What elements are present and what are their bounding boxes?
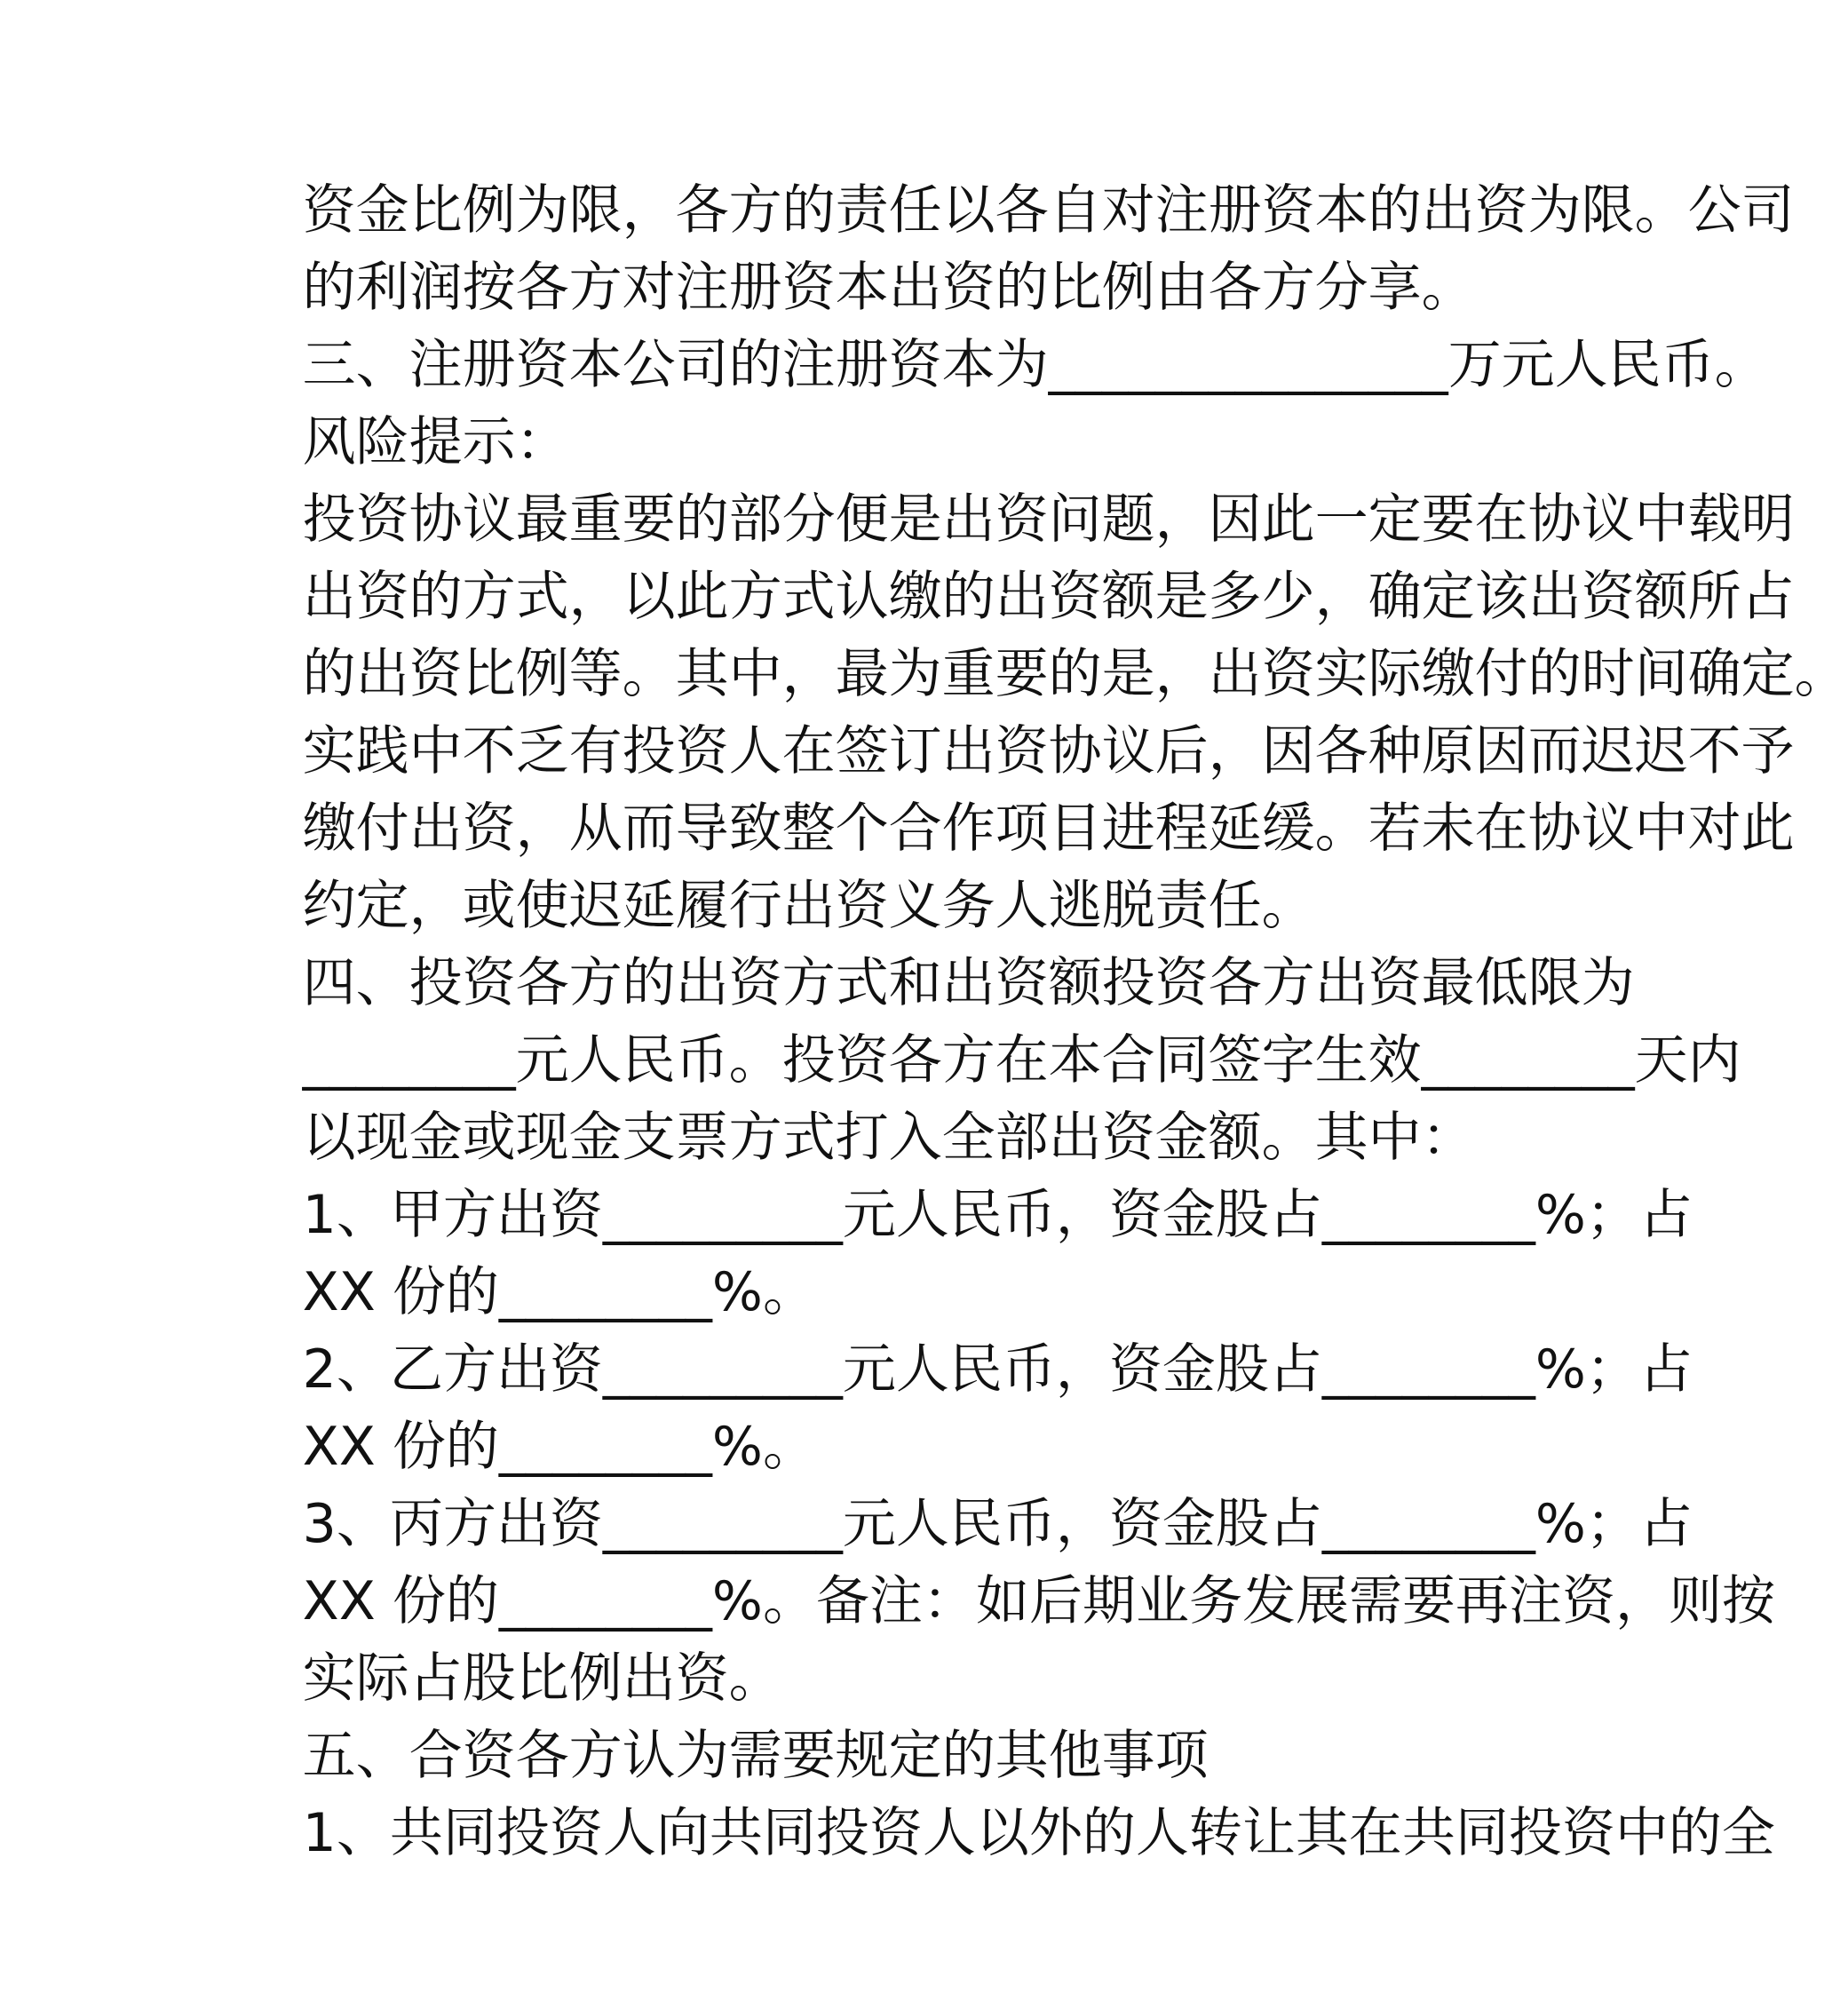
text-line: 的出资比例等。其中，最为重要的是，出资实际缴付的时间确定。 (302, 643, 1848, 705)
text-line: 资金比例为限，各方的责任以各自对注册资本的出资为限。公司 (302, 179, 1795, 242)
text-line: 1、共同投资人向共同投资人以外的人转让其在共同投资中的全 (302, 1802, 1775, 1864)
text-line: ________元人民币。投资各方在本合同签字生效________天内 (302, 1029, 1741, 1092)
text-line: 实际占股比例出资。 (302, 1648, 782, 1710)
text-line: 出资的方式，以此方式认缴的出资额是多少，确定该出资额所占 (302, 566, 1795, 628)
text-line: 以现金或现金支票方式打入全部出资金额。其中： (302, 1107, 1475, 1169)
text-line: 风险提示： (302, 411, 569, 473)
text-line: 2、乙方出资_________元人民币，资金股占________%；占 (302, 1338, 1693, 1401)
text-line: 1、甲方出资_________元人民币，资金股占________%；占 (302, 1184, 1693, 1246)
text-line: 约定，或使迟延履行出资义务人逃脱责任。 (302, 875, 1315, 937)
text-line: XX 份的________%。 (302, 1261, 816, 1323)
text-line: 3、丙方出资_________元人民币，资金股占________%；占 (302, 1493, 1693, 1555)
text-line: XX 份的________%。备注：如后期业务发展需要再注资，则按 (302, 1570, 1775, 1632)
text-line: 三、注册资本公司的注册资本为_______________万元人民币。 (302, 334, 1768, 396)
text-line: 缴付出资，从而导致整个合作项目进程延缓。若未在协议中对此 (302, 798, 1795, 860)
text-line: 五、合资各方认为需要规定的其他事项 (302, 1725, 1209, 1787)
text-line: XX 份的________%。 (302, 1416, 816, 1478)
text-line: 的利润按各方对注册资本出资的比例由各方分享。 (302, 257, 1475, 319)
text-line: 实践中不乏有投资人在签订出资协议后，因各种原因而迟迟不予 (302, 720, 1795, 782)
text-line: 四、投资各方的出资方式和出资额投资各方出资最低限为 (302, 952, 1635, 1014)
text-line: 投资协议最重要的部分便是出资问题，因此一定要在协议中载明 (302, 488, 1795, 551)
